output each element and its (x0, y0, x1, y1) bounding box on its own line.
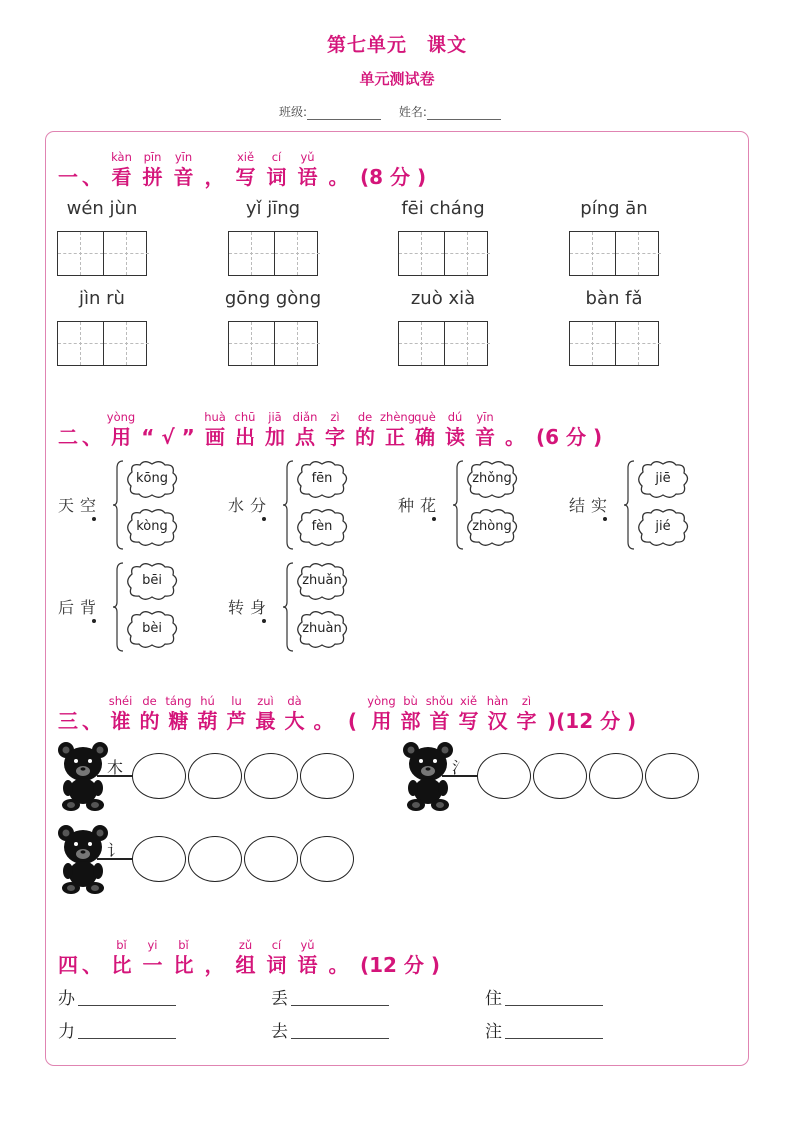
pinyin-prompt: yǐ jīng (245, 198, 301, 219)
heading-hanzi: 最 (255, 709, 276, 733)
heading-char (292, 938, 323, 978)
heading-pinyin: de (357, 410, 373, 424)
heading-hanzi: “ √ ” (141, 425, 195, 449)
heading-hanzi: 词 (266, 953, 287, 977)
page-subtitle: 单元测试卷 (359, 70, 435, 88)
answer-line[interactable] (78, 1038, 176, 1039)
writing-grid[interactable] (569, 231, 659, 276)
heading-pinyin: yòng (106, 410, 136, 424)
page-title: 第七单元 课文 (326, 34, 467, 56)
heading-hanzi: 画 (205, 425, 225, 449)
choice-word: 转身 (228, 598, 273, 617)
heading-pinyin (323, 150, 354, 164)
writing-grid[interactable] (398, 321, 488, 366)
choice-word: 水分 (228, 496, 273, 515)
heading-pinyin (500, 410, 530, 424)
heading-char (323, 938, 354, 978)
heading-hanzi: 确 (415, 425, 435, 449)
heading-char (483, 694, 512, 734)
heading-char (168, 938, 199, 978)
heading-pinyin (338, 694, 367, 708)
name-label: 姓名: (398, 105, 427, 119)
heading-char (106, 694, 135, 734)
pinyin-option-text: fèn (311, 519, 333, 534)
answer-line[interactable] (78, 1005, 176, 1006)
score-label: (12 分 ) (360, 953, 441, 977)
pinyin-prompt: fēi cháng (401, 198, 485, 219)
writing-grid[interactable] (398, 231, 488, 276)
heading-hanzi: 葫 (197, 709, 218, 733)
answer-line[interactable] (291, 1005, 389, 1006)
candy-answer-oval[interactable] (300, 836, 354, 882)
candy-answer-oval[interactable] (132, 753, 186, 799)
heading-char (440, 410, 470, 450)
question-separator: 、 (82, 425, 102, 449)
heading-pinyin: dú (447, 410, 463, 424)
heading-hanzi: 字 (516, 709, 537, 733)
emphasis-dot (603, 517, 607, 521)
heading-hanzi: 写 (458, 709, 479, 733)
compare-char: 丢 (271, 989, 288, 1009)
pinyin-option-text: bēi (142, 573, 162, 588)
heading-hanzi: 。 (328, 165, 349, 189)
candy-answer-oval[interactable] (132, 836, 186, 882)
class-field[interactable] (307, 108, 381, 120)
pinyin-prompt: zuò xià (410, 288, 476, 309)
pinyin-prompt: gōng gòng (224, 288, 322, 309)
emphasis-dot (262, 619, 266, 623)
heading-pinyin: diǎn (292, 410, 318, 424)
answer-line[interactable] (505, 1038, 603, 1039)
pinyin-option-flower[interactable] (122, 460, 182, 500)
writing-grid[interactable] (57, 321, 147, 366)
question-separator: 、 (82, 709, 102, 733)
heading-char (261, 150, 292, 190)
heading-hanzi: 汉 (487, 709, 508, 733)
emphasis-dot (92, 619, 96, 623)
question-separator: 、 (82, 953, 102, 977)
heading-pinyin: yīn (476, 410, 494, 424)
heading-char (261, 938, 292, 978)
heading-char (470, 410, 500, 450)
heading-char (290, 410, 320, 450)
pinyin-option-text: fēn (311, 471, 333, 486)
pinyin-option-flower[interactable] (122, 508, 182, 548)
emphasis-dot (262, 517, 266, 521)
pinyin-option-flower[interactable] (292, 508, 352, 548)
heading-pinyin: xiě (459, 694, 478, 708)
heading-pinyin: què (414, 410, 436, 424)
heading-char (260, 410, 290, 450)
heading-pinyin: cí (271, 150, 282, 164)
emphasis-dot (432, 517, 436, 521)
pinyin-option-text: zhuàn (302, 621, 342, 636)
heading-hanzi: 。 (313, 709, 334, 733)
candy-answer-oval[interactable] (645, 753, 699, 799)
heading-hanzi: ， (204, 165, 225, 189)
heading-pinyin (199, 938, 230, 952)
heading-hanzi: 的 (355, 425, 375, 449)
candy-answer-oval[interactable] (244, 836, 298, 882)
heading-char (230, 150, 261, 190)
heading-hanzi: 音 (475, 425, 495, 449)
heading-pinyin: dà (287, 694, 302, 708)
heading-pinyin: chū (234, 410, 256, 424)
heading-pinyin: zǔ (238, 938, 253, 952)
pinyin-option-text: jié (655, 519, 671, 534)
heading-hanzi: 语 (297, 953, 318, 977)
heading-pinyin (309, 694, 338, 708)
heading-char (500, 410, 530, 450)
name-line (0, 103, 794, 120)
score-label: (8 分 ) (360, 165, 427, 189)
heading-char (323, 150, 354, 190)
pinyin-option-flower[interactable] (633, 508, 693, 548)
heading-pinyin: cí (271, 938, 282, 952)
heading-pinyin: shǒu (425, 694, 454, 708)
candy-answer-oval[interactable] (188, 753, 242, 799)
candy-answer-oval[interactable] (589, 753, 643, 799)
heading-pinyin: jiā (268, 410, 282, 424)
heading-hanzi: ( (347, 709, 358, 733)
heading-char (168, 150, 199, 190)
heading-char (199, 150, 230, 190)
heading-char (320, 410, 350, 450)
heading-hanzi: 组 (235, 953, 256, 977)
heading-char (200, 410, 230, 450)
score-label: )(12 分 ) (547, 709, 637, 733)
heading-hanzi: 比 (173, 953, 194, 977)
heading-pinyin: de (142, 694, 157, 708)
heading-char (137, 938, 168, 978)
heading-pinyin (323, 938, 354, 952)
heading-char (512, 694, 541, 734)
heading-char (454, 694, 483, 734)
question-separator: 、 (82, 165, 102, 189)
heading-char (137, 150, 168, 190)
heading-char (106, 410, 136, 450)
choice-word: 结实 (569, 496, 614, 515)
pinyin-prompt: jìn rù (79, 288, 125, 309)
question-number: 三 (58, 709, 78, 733)
heading-pinyin: zhèng (380, 410, 415, 424)
heading-pinyin: huà (204, 410, 226, 424)
pinyin-option-flower[interactable] (292, 562, 352, 602)
writing-grid[interactable] (57, 231, 147, 276)
pinyin-option-flower[interactable] (292, 460, 352, 500)
heading-pinyin: hú (200, 694, 215, 708)
heading-pinyin: yòng (367, 694, 396, 708)
heading-pinyin: yi (147, 938, 158, 952)
heading-hanzi: 。 (505, 425, 525, 449)
heading-pinyin: shéi (108, 694, 133, 708)
question-number: 四 (58, 953, 78, 977)
heading-hanzi: 一 (142, 953, 163, 977)
writing-grid[interactable] (228, 321, 318, 366)
heading-char (350, 410, 380, 450)
heading-char (230, 938, 261, 978)
heading-pinyin: yǔ (300, 938, 315, 952)
choice-word: 后背 (58, 598, 103, 617)
heading-char (106, 938, 137, 978)
heading-hanzi: 。 (328, 953, 349, 977)
heading-char (410, 410, 440, 450)
heading-char (222, 694, 251, 734)
heading-hanzi: 用 (111, 425, 131, 449)
heading-hanzi: 写 (235, 165, 256, 189)
heading-char (425, 694, 454, 734)
class-label: 班级: (279, 105, 308, 119)
heading-hanzi: 拼 (142, 165, 163, 189)
heading-hanzi: ， (204, 953, 225, 977)
heading-char (396, 694, 425, 734)
heading-char (136, 410, 200, 450)
heading-pinyin: táng (165, 694, 192, 708)
heading-char (292, 150, 323, 190)
heading-char (193, 694, 222, 734)
heading-pinyin: yīn (174, 150, 193, 164)
answer-line[interactable] (505, 1005, 603, 1006)
heading-char (280, 694, 309, 734)
candy-answer-oval[interactable] (533, 753, 587, 799)
candy-answer-oval[interactable] (244, 753, 298, 799)
pinyin-option-text: zhǒng (472, 471, 512, 486)
pinyin-option-text: bèi (142, 621, 162, 636)
candy-answer-oval[interactable] (300, 753, 354, 799)
answer-line[interactable] (291, 1038, 389, 1039)
heading-hanzi: 谁 (110, 709, 131, 733)
heading-hanzi: 读 (445, 425, 465, 449)
name-field[interactable] (427, 108, 501, 120)
radical-label: 木 (107, 758, 124, 777)
heading-pinyin (199, 150, 230, 164)
pinyin-option-text: kòng (136, 519, 168, 534)
pinyin-option-text: zhòng (472, 519, 512, 534)
score-label: (6 分 ) (536, 425, 603, 449)
heading-hanzi: 语 (297, 165, 318, 189)
heading-char (338, 694, 367, 734)
pinyin-option-flower[interactable] (292, 610, 352, 650)
heading-hanzi: 糖 (168, 709, 189, 733)
heading-pinyin: lu (231, 694, 242, 708)
heading-hanzi: 正 (385, 425, 405, 449)
heading-char (135, 694, 164, 734)
pinyin-prompt: píng ān (580, 198, 648, 219)
heading-pinyin: bǐ (116, 938, 127, 952)
heading-hanzi: 比 (111, 953, 132, 977)
heading-char (251, 694, 280, 734)
writing-grid[interactable] (569, 321, 659, 366)
heading-pinyin (136, 410, 200, 424)
heading-hanzi: 出 (235, 425, 255, 449)
pinyin-option-flower[interactable] (633, 460, 693, 500)
heading-pinyin: xiě (236, 150, 255, 164)
candy-answer-oval[interactable] (477, 753, 531, 799)
heading-hanzi: 部 (400, 709, 421, 733)
choice-word: 种花 (398, 496, 443, 515)
pinyin-option-flower[interactable] (462, 460, 522, 500)
compare-char: 注 (485, 1022, 502, 1042)
heading-pinyin: zì (330, 410, 340, 424)
heading-pinyin: zuì (257, 694, 274, 708)
heading-pinyin: bǐ (178, 938, 189, 952)
compare-char: 力 (58, 1022, 75, 1042)
heading-char (367, 694, 396, 734)
compare-char: 办 (58, 989, 75, 1009)
question-number: 一 (58, 165, 78, 189)
pinyin-option-text: zhuǎn (302, 573, 342, 588)
heading-char (164, 694, 193, 734)
pinyin-option-flower[interactable] (122, 562, 182, 602)
question-number: 二 (58, 425, 78, 449)
heading-char (380, 410, 415, 450)
writing-grid[interactable] (228, 231, 318, 276)
heading-pinyin: zì (521, 694, 532, 708)
heading-pinyin: kàn (111, 150, 132, 164)
heading-hanzi: 芦 (226, 709, 247, 733)
emphasis-dot (92, 517, 96, 521)
pinyin-option-text: jiē (655, 471, 671, 486)
pinyin-option-flower[interactable] (122, 610, 182, 650)
pinyin-option-text: kōng (136, 471, 168, 486)
heading-pinyin: bù (403, 694, 418, 708)
heading-hanzi: 看 (111, 165, 132, 189)
heading-char (309, 694, 338, 734)
heading-char (230, 410, 260, 450)
heading-hanzi: 首 (429, 709, 450, 733)
heading-hanzi: 加 (265, 425, 285, 449)
heading-hanzi: 用 (371, 709, 392, 733)
heading-pinyin: hàn (486, 694, 509, 708)
pinyin-prompt: bàn fǎ (585, 288, 643, 309)
heading-hanzi: 点 (295, 425, 315, 449)
pinyin-prompt: wén jùn (66, 198, 138, 219)
heading-hanzi: 大 (284, 709, 305, 733)
heading-pinyin: pīn (143, 150, 162, 164)
choice-word: 天空 (58, 496, 103, 515)
candy-answer-oval[interactable] (188, 836, 242, 882)
heading-pinyin: yǔ (300, 150, 315, 164)
radical-label: 氵 (452, 758, 469, 777)
compare-char: 住 (485, 989, 502, 1009)
heading-char (199, 938, 230, 978)
heading-hanzi: 词 (266, 165, 287, 189)
heading-hanzi: 音 (173, 165, 194, 189)
heading-hanzi: 字 (325, 425, 345, 449)
radical-label: 讠 (107, 841, 124, 860)
heading-hanzi: 的 (139, 709, 160, 733)
pinyin-option-flower[interactable] (462, 508, 522, 548)
compare-char: 去 (271, 1022, 288, 1042)
heading-char (106, 150, 137, 190)
